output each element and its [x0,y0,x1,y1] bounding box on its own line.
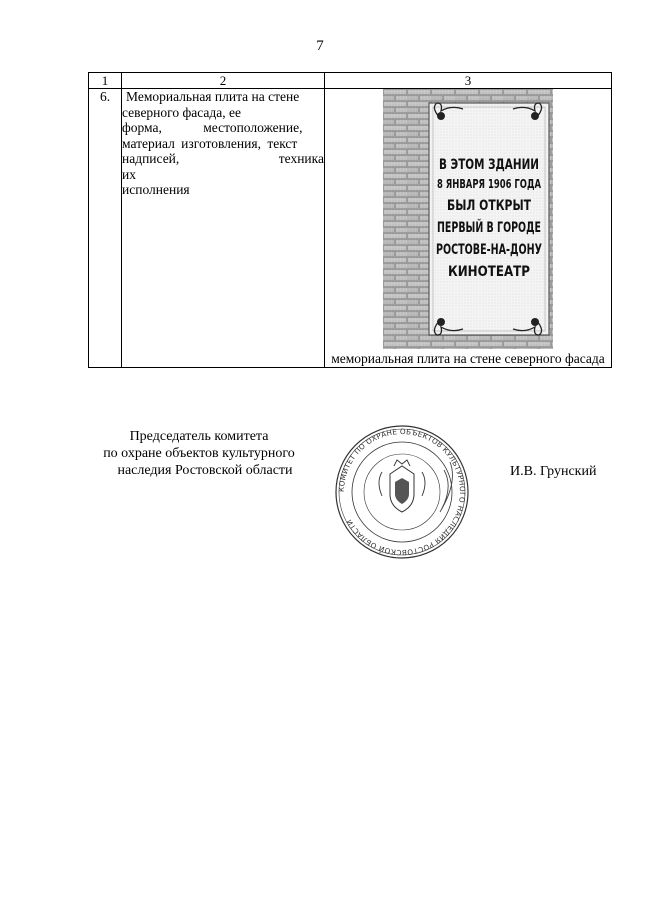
description-line: северного фасада, ее [122,104,241,120]
page-number: 7 [316,38,324,54]
official-stamp [332,422,472,562]
row-description [122,89,325,368]
plaque-photo [383,89,591,349]
plaque-line-3: БЫЛ ОТКРЫТ [447,198,532,214]
description-line: форма, местоположение, [122,120,303,135]
signature-title [84,428,314,479]
row-number: 6. [89,89,122,368]
signature-title-line: Председатель комитета [129,429,269,444]
description-line: материал изготовления, текст [122,135,298,151]
description-line: исполнения [122,182,190,197]
table-row [89,89,612,368]
plaque-line-1: В ЭТОМ ЗДАНИИ [439,157,539,173]
plaque-line-5: РОСТОВЕ-НА-ДОНУ [436,242,543,258]
description-line: Мемориальная плита на стене [126,89,300,104]
plaque-line-6: КИНОТЕАТР [448,264,531,280]
signer-name: И.В. Грунский [510,464,597,479]
table-header-row [89,73,612,89]
photo-caption: мемориальная плита на стене северного фасада [331,351,605,366]
column-header-3: 3 [325,73,612,89]
coat-of-arms-icon [379,460,425,512]
object-table [88,72,612,368]
description-text [122,89,324,198]
stamp-outer-text: КОМИТЕТ ПО ОХРАНЕ ОБЪЕКТОВ КУЛЬТУРНОГО НАСЛЕДИЯ РОСТОВСКОЙ ОБЛАСТИ [336,426,468,558]
signature-title-line: по охране объектов культурного [103,446,295,461]
column-header-1: 1 [89,73,122,89]
column-header-2: 2 [122,73,325,89]
signature-title-line: наследия Ростовской области [117,463,293,478]
plaque-line-2: 8 ЯНВАРЯ 1906 ГОДА [437,176,542,191]
plaque-line-4: ПЕРВЫЙ В ГОРОДЕ [437,220,591,236]
row-image-cell [325,89,612,368]
description-line: надписей, техника их [122,151,324,182]
